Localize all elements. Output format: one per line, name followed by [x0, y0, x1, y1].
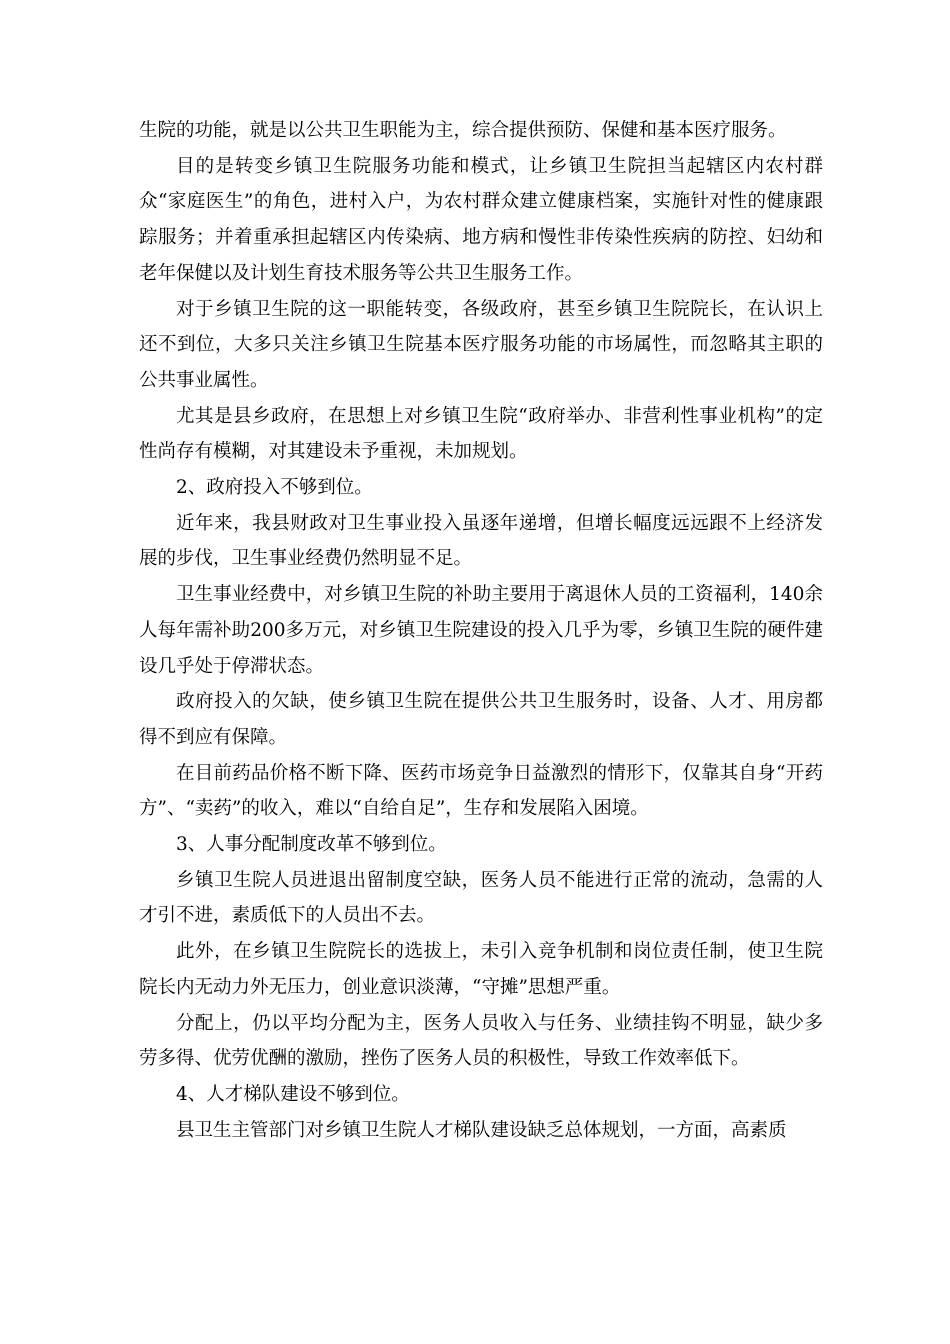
paragraph: 在目前药品价格不断下降、医药市场竞争日益激烈的情形下，仅靠其自身“开药方”、“卖药”的收入，难以“自给自足”，生存和发展陷入困境。	[139, 762, 823, 820]
paragraph: 政府投入的欠缺，使乡镇卫生院在提供公共卫生服务时，设备、人才、用房都得不到应有保障。	[139, 691, 823, 748]
paragraph: 分配上，仍以平均分配为主，医务人员收入与任务、业绩挂钩不明显，缺少多劳多得、优劳优酬的激励，挫伤了医务人员的积极性，导致工作效率低下。	[139, 1012, 823, 1070]
paragraph: 目的是转变乡镇卫生院服务功能和模式，让乡镇卫生院担当起辖区内农村群众“家庭医生”的角色，进村入户，为农村群众建立健康档案，实施针对性的健康跟踪服务；并着重承担起辖区内传染病、地方病和慢性非传染性疾病的防控、妇幼和老年保健以及计划生育技术服务等公共卫生服务工作。	[139, 155, 823, 284]
document-body	[139, 113, 823, 1148]
paragraph: 卫生事业经费中，对乡镇卫生院的补助主要用于离退休人员的工资福利，140余人每年需补助200多万元，对乡镇卫生院建设的投入几乎为零，乡镇卫生院的硬件建设几乎处于停滞状态。	[139, 584, 823, 677]
paragraph: 尤其是县乡政府，在思想上对乡镇卫生院“政府举办、非营利性事业机构”的定性尚存有模糊，对其建设未予重视，未加规划。	[139, 405, 823, 463]
section-heading: 2、政府投入不够到位。	[176, 477, 373, 499]
paragraph: 县卫生主管部门对乡镇卫生院人才梯队建设缺乏总体规划，一方面，高素质	[176, 1119, 787, 1141]
paragraph: 乡镇卫生院人员进退出留制度空缺，医务人员不能进行正常的流动，急需的人才引不进，素质低下的人员出不去。	[139, 869, 823, 927]
section-heading: 3、人事分配制度改革不够到位。	[176, 834, 447, 856]
paragraph: 对于乡镇卫生院的这一职能转变，各级政府，甚至乡镇卫生院院长，在认识上还不到位，大多只关注乡镇卫生院基本医疗服务功能的市场属性，而忽略其主职的公共事业属性。	[139, 298, 823, 391]
paragraph: 此外，在乡镇卫生院院长的选拔上，未引入竞争机制和岗位责任制，使卫生院院长内无动力外无压力，创业意识淡薄，“守摊”思想严重。	[139, 941, 823, 998]
section-heading: 4、人才梯队建设不够到位。	[176, 1083, 410, 1105]
paragraph-continuation: 生院的功能，就是以公共卫生职能为主，综合提供预防、保健和基本医疗服务。	[139, 120, 787, 141]
paragraph: 近年来，我县财政对卫生事业投入虽逐年递增，但增长幅度远远跟不上经济发展的步伐，卫生事业经费仍然明显不足。	[139, 512, 823, 570]
